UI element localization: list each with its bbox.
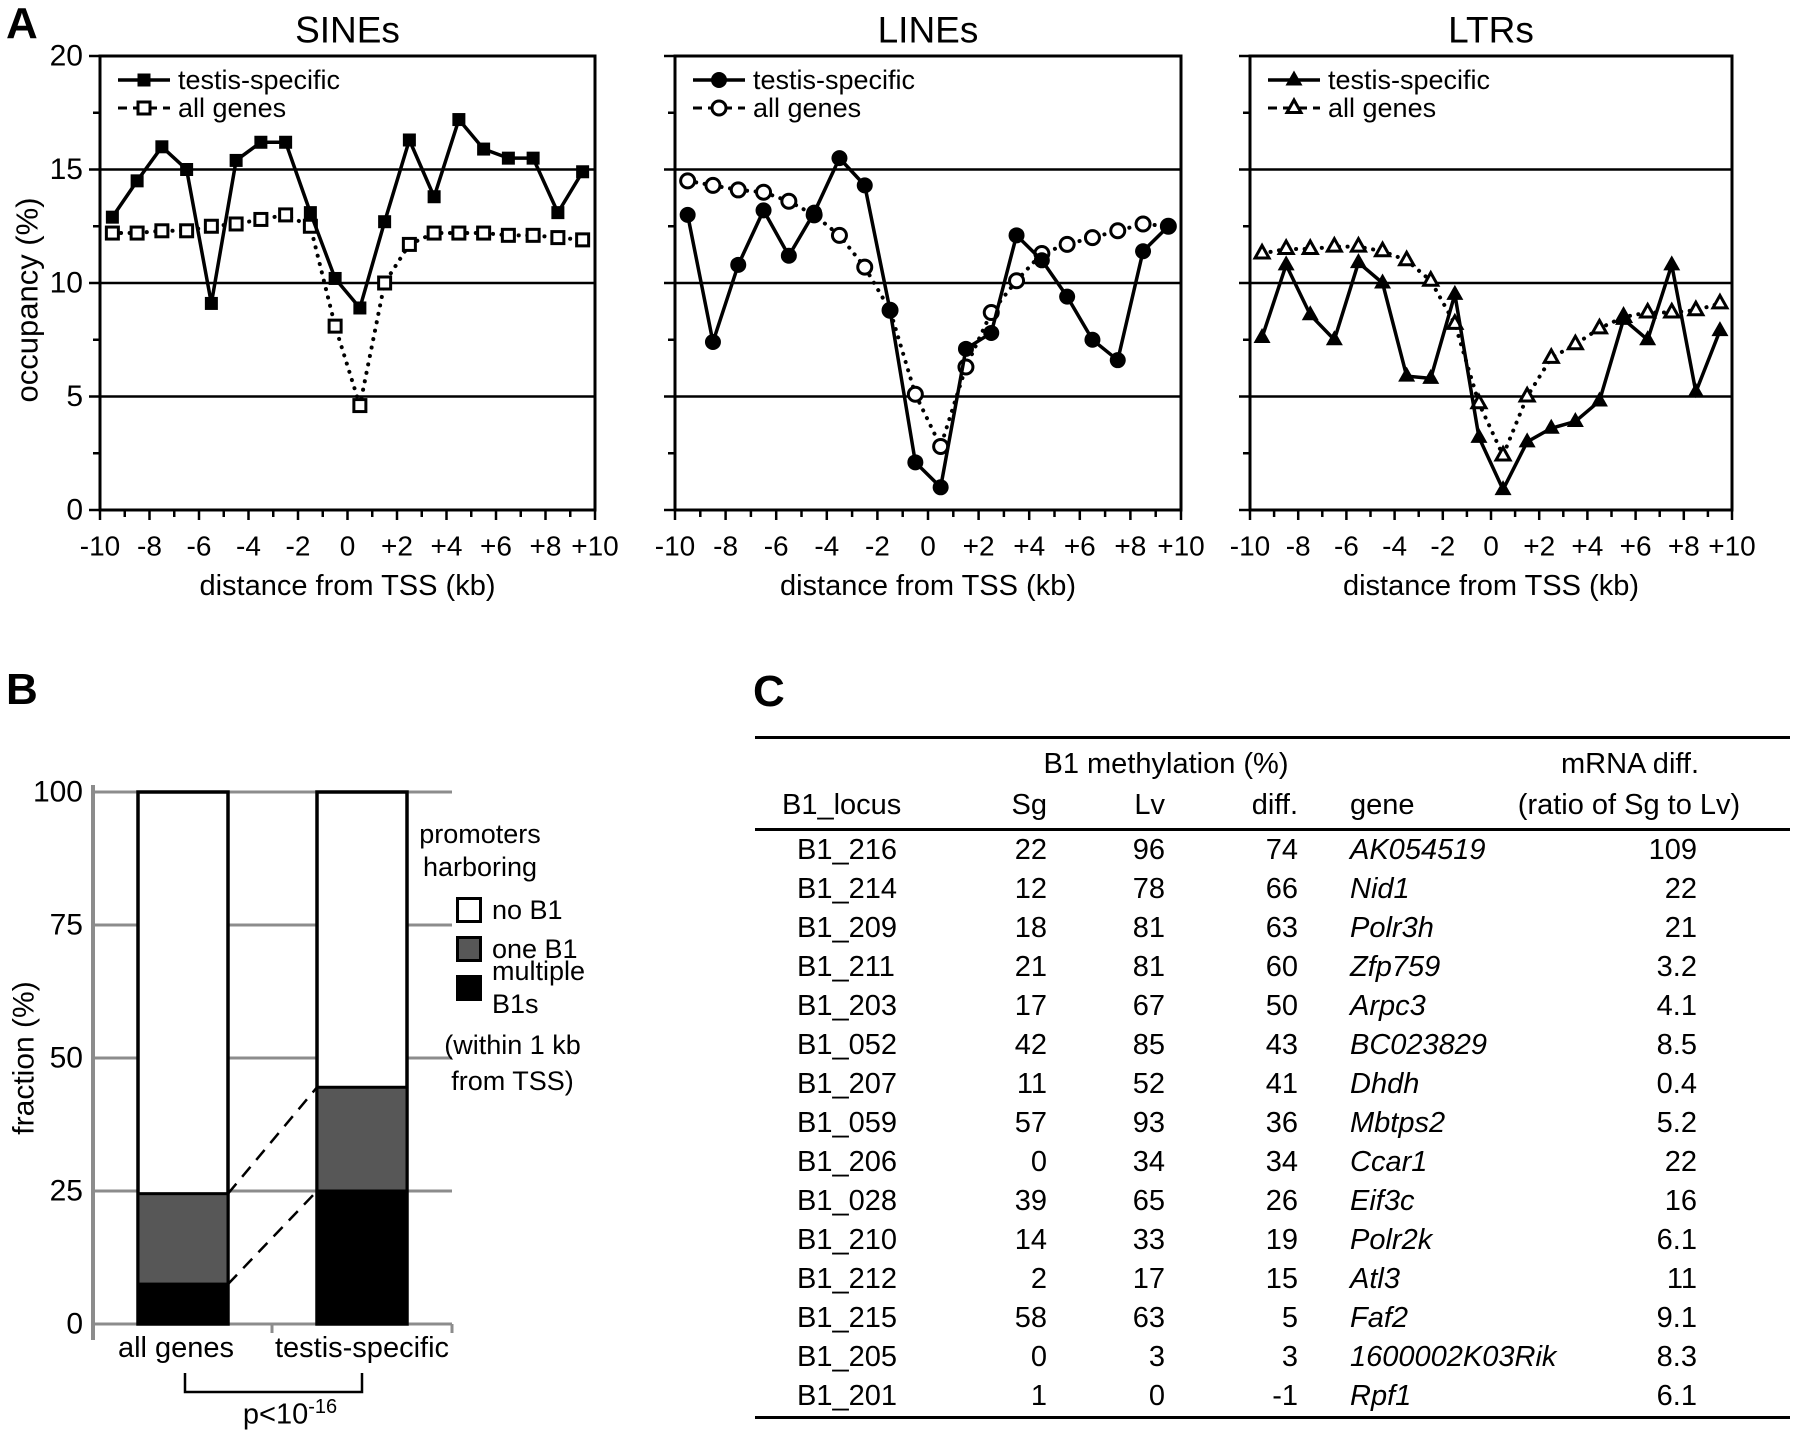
svg-text:+10: +10 [1157, 530, 1205, 562]
cell-ratio: 0.4 [1656, 1068, 1697, 1100]
table-row [755, 1026, 1790, 1065]
svg-text:+8: +8 [1114, 530, 1147, 562]
svg-text:15: 15 [49, 153, 83, 186]
legend-items [410, 894, 620, 1019]
cell-b1-locus: B1_209 [797, 912, 897, 944]
table-row [755, 1182, 1790, 1221]
cell-diff: 26 [1265, 1185, 1298, 1217]
cell-ratio: 6.1 [1656, 1224, 1697, 1256]
cell-b1-locus: B1_201 [797, 1380, 897, 1412]
cell-lv: 33 [1132, 1224, 1165, 1256]
cell-lv: 3 [1148, 1341, 1165, 1373]
table-row [755, 1065, 1790, 1104]
cell-lv: 34 [1132, 1146, 1165, 1178]
cell-b1-locus: B1_207 [797, 1068, 897, 1100]
p-value-base: p<10 [242, 1398, 309, 1430]
svg-text:-2: -2 [864, 530, 890, 562]
panel-b-label: B [6, 665, 38, 714]
legend-item-no-b1 [456, 894, 620, 925]
header-mrna-diff: mRNA diff. [1560, 748, 1700, 780]
svg-text:20: 20 [49, 39, 83, 73]
svg-text:100: 100 [32, 775, 83, 809]
svg-text:+4: +4 [1013, 530, 1046, 562]
cell-sg: 39 [1014, 1185, 1047, 1217]
cell-gene: Ccar1 [1350, 1146, 1428, 1178]
cell-ratio: 16 [1664, 1185, 1697, 1217]
cell-sg: 0 [1030, 1341, 1047, 1373]
cell-ratio: 109 [1648, 834, 1697, 866]
cell-sg: 1 [1030, 1380, 1047, 1412]
legend-title-line1: promoters [419, 819, 541, 849]
cell-diff: 43 [1265, 1029, 1298, 1061]
cell-ratio: 22 [1664, 873, 1697, 905]
column-header-b1-locus: B1_locus [782, 789, 902, 821]
cell-sg: 57 [1014, 1107, 1047, 1139]
svg-text:distance from TSS (kb): distance from TSS (kb) [1342, 570, 1640, 602]
sines-chart [10, 10, 619, 603]
cell-lv: 81 [1132, 951, 1165, 983]
cell-ratio: 8.5 [1656, 1029, 1697, 1061]
svg-text:testis-specific: testis-specific [274, 1332, 450, 1364]
svg-text:5: 5 [66, 380, 83, 413]
svg-text:testis-specific: testis-specific [1328, 65, 1491, 95]
svg-text:+2: +2 [962, 530, 995, 562]
cell-ratio: 5.2 [1656, 1107, 1697, 1139]
cell-sg: 22 [1014, 834, 1047, 866]
cell-diff: 50 [1265, 990, 1298, 1022]
svg-text:-4: -4 [1382, 530, 1408, 562]
svg-text:50: 50 [49, 1041, 83, 1075]
header-b1-methylation: B1 methylation (%) [1043, 748, 1289, 780]
cell-gene: Faf2 [1350, 1302, 1409, 1334]
cell-diff: 19 [1265, 1224, 1298, 1256]
cell-gene: AK054519 [1350, 834, 1486, 866]
svg-text:0: 0 [66, 1307, 83, 1341]
table-row [755, 1221, 1790, 1260]
cell-diff: 63 [1265, 912, 1298, 944]
panel-c-table [755, 736, 1790, 1419]
cell-ratio: 6.1 [1656, 1380, 1697, 1412]
svg-text:-6: -6 [186, 530, 212, 562]
cell-gene: 1600002K03Rik [1350, 1341, 1557, 1373]
cell-gene: Rpf1 [1350, 1380, 1412, 1412]
cell-ratio: 9.1 [1656, 1302, 1697, 1334]
svg-text:+10: +10 [571, 530, 619, 562]
series-testis-specific [1254, 253, 1729, 495]
cell-b1-locus: B1_215 [797, 1302, 897, 1334]
table-row [755, 909, 1790, 948]
cell-gene: Polr3h [1350, 912, 1434, 944]
no-b1-swatch [456, 897, 482, 923]
cell-lv: 81 [1132, 912, 1165, 944]
cell-sg: 18 [1014, 912, 1047, 944]
cell-lv: 52 [1132, 1068, 1165, 1100]
table-row [755, 1338, 1790, 1377]
svg-text:-2: -2 [1430, 530, 1456, 562]
table-row [755, 948, 1790, 987]
panel-c-label: C [753, 667, 785, 716]
table-row [755, 1260, 1790, 1299]
legend-item-multiple-b1s [456, 956, 620, 1019]
series-all-genes [681, 174, 1176, 454]
cell-gene: Eif3c [1350, 1185, 1415, 1217]
cell-b1-locus: B1_028 [797, 1185, 897, 1217]
cell-sg: 42 [1014, 1029, 1047, 1061]
svg-text:+6: +6 [1619, 530, 1652, 562]
lines-chart [655, 10, 1205, 603]
cell-b1-locus: B1_059 [797, 1107, 897, 1139]
svg-text:distance from TSS (kb): distance from TSS (kb) [199, 570, 496, 602]
svg-text:-6: -6 [763, 530, 789, 562]
cell-diff: 15 [1265, 1263, 1298, 1295]
cell-gene: Atl3 [1350, 1263, 1400, 1295]
table-row [755, 870, 1790, 909]
svg-text:testis-specific: testis-specific [178, 65, 341, 95]
cell-ratio: 4.1 [1656, 990, 1697, 1022]
svg-text:occupancy (%): occupancy (%) [9, 197, 45, 403]
p-value-exponent: -16 [308, 1396, 338, 1418]
svg-text:LTRs: LTRs [1448, 9, 1534, 51]
legend-note-line1: (within 1 kb [444, 1030, 581, 1060]
cell-diff: 3 [1281, 1341, 1298, 1373]
cell-lv: 67 [1132, 990, 1165, 1022]
svg-text:0: 0 [339, 530, 356, 562]
svg-text:+10: +10 [1708, 530, 1756, 562]
table-header [755, 739, 1790, 831]
cell-b1-locus: B1_206 [797, 1146, 897, 1178]
table-row [755, 831, 1790, 870]
cell-gene: Zfp759 [1350, 951, 1441, 983]
cell-sg: 2 [1030, 1263, 1047, 1295]
cell-sg: 17 [1014, 990, 1047, 1022]
cell-diff: 41 [1265, 1068, 1298, 1100]
svg-text:-10: -10 [654, 530, 696, 562]
cell-b1-locus: B1_214 [797, 873, 897, 905]
panel-a-label: A [6, 0, 38, 48]
series-all-genes [106, 209, 588, 412]
cell-diff: 5 [1281, 1302, 1298, 1334]
cell-ratio: 3.2 [1656, 951, 1697, 983]
svg-text:all genes: all genes [1328, 93, 1437, 123]
cell-sg: 21 [1014, 951, 1047, 983]
legend-item-label: multiple B1s [492, 956, 586, 1019]
svg-text:-4: -4 [814, 530, 840, 562]
series-testis-specific [106, 113, 589, 314]
cell-gene: Dhdh [1350, 1068, 1420, 1100]
legend-item-label: no B1 [492, 894, 563, 925]
cell-diff: 60 [1265, 951, 1298, 983]
panel-b-legend [410, 818, 620, 1099]
cell-lv: 65 [1132, 1185, 1165, 1217]
multiple-b1s-swatch [456, 975, 482, 1001]
svg-text:+6: +6 [480, 530, 512, 562]
column-header-sg: Sg [1011, 789, 1047, 821]
cell-ratio: 22 [1664, 1146, 1697, 1178]
svg-text:-4: -4 [236, 530, 261, 562]
legend-item-label: one B1 [492, 933, 578, 964]
cell-b1-locus: B1_212 [797, 1263, 897, 1295]
svg-text:75: 75 [49, 908, 83, 942]
cell-ratio: 21 [1664, 912, 1697, 944]
cell-lv: 93 [1132, 1107, 1165, 1139]
svg-text:+8: +8 [1667, 530, 1700, 562]
cell-b1-locus: B1_205 [797, 1341, 897, 1373]
cell-b1-locus: B1_216 [797, 834, 897, 866]
svg-text:all genes: all genes [178, 93, 287, 123]
cell-lv: 0 [1148, 1380, 1165, 1412]
svg-text:-2: -2 [285, 530, 311, 562]
table-row [755, 1299, 1790, 1338]
cell-diff: 36 [1265, 1107, 1298, 1139]
cell-ratio: 8.3 [1656, 1341, 1697, 1373]
cell-lv: 78 [1132, 873, 1165, 905]
cell-sg: 12 [1014, 873, 1047, 905]
svg-text:10: 10 [49, 266, 83, 300]
cell-diff: 74 [1265, 834, 1298, 866]
svg-text:-10: -10 [1229, 530, 1271, 562]
cell-gene: BC023829 [1350, 1029, 1488, 1061]
svg-text:0: 0 [920, 530, 936, 562]
svg-text:0: 0 [1483, 530, 1499, 562]
cell-lv: 85 [1132, 1029, 1165, 1061]
cell-gene: Mbtps2 [1350, 1107, 1446, 1139]
series-testis-specific [680, 150, 1177, 495]
cell-b1-locus: B1_211 [797, 951, 895, 983]
svg-text:distance from TSS (kb): distance from TSS (kb) [779, 570, 1077, 602]
ltrs-chart [1230, 10, 1756, 603]
column-header-gene: gene [1350, 789, 1415, 821]
svg-text:+4: +4 [430, 530, 463, 562]
svg-text:SINEs: SINEs [295, 9, 400, 51]
cell-diff: -1 [1272, 1380, 1298, 1412]
column-header-lv: Lv [1134, 789, 1165, 821]
svg-text:-8: -8 [1285, 530, 1311, 562]
table-row [755, 1104, 1790, 1143]
svg-text:all genes: all genes [117, 1332, 235, 1364]
table-body [755, 831, 1790, 1416]
cell-b1-locus: B1_203 [797, 990, 897, 1022]
cell-lv: 17 [1132, 1263, 1165, 1295]
cell-b1-locus: B1_052 [797, 1029, 897, 1061]
b1-fraction-bar-chart [8, 776, 453, 1393]
column-header-diff: diff. [1251, 789, 1298, 821]
column-header-ratio: (ratio of Sg to Lv) [1517, 789, 1741, 821]
cell-diff: 66 [1265, 873, 1298, 905]
svg-text:LINEs: LINEs [877, 9, 979, 51]
legend-title-line2: harboring [422, 852, 538, 882]
svg-text:0: 0 [66, 493, 83, 527]
svg-text:+2: +2 [381, 530, 413, 562]
table-row [755, 987, 1790, 1026]
cell-sg: 14 [1014, 1224, 1047, 1256]
cell-lv: 63 [1132, 1302, 1165, 1334]
cell-gene: Polr2k [1350, 1224, 1433, 1256]
cell-gene: Arpc3 [1350, 990, 1426, 1022]
cell-b1-locus: B1_210 [797, 1224, 897, 1256]
svg-text:fraction (%): fraction (%) [7, 981, 41, 1135]
cell-sg: 0 [1030, 1146, 1047, 1178]
legend-note-line2: from TSS) [451, 1066, 574, 1096]
cell-sg: 58 [1014, 1302, 1047, 1334]
series-all-genes [1255, 239, 1727, 460]
table-row [755, 1143, 1790, 1182]
svg-text:+4: +4 [1571, 530, 1604, 562]
svg-text:+6: +6 [1063, 530, 1096, 562]
cell-sg: 11 [1016, 1068, 1047, 1100]
svg-text:+2: +2 [1523, 530, 1556, 562]
cell-gene: Nid1 [1350, 873, 1410, 905]
svg-text:-10: -10 [79, 530, 121, 562]
svg-text:all genes: all genes [753, 93, 862, 123]
cell-lv: 96 [1132, 834, 1165, 866]
svg-text:-8: -8 [713, 530, 739, 562]
svg-text:testis-specific: testis-specific [753, 65, 916, 95]
svg-text:25: 25 [49, 1174, 83, 1208]
cell-ratio: 11 [1666, 1263, 1697, 1295]
table-row [755, 1377, 1790, 1416]
svg-text:+8: +8 [529, 530, 562, 562]
svg-text:-6: -6 [1333, 530, 1359, 562]
one-b1-swatch [456, 936, 482, 962]
svg-text:-8: -8 [137, 530, 162, 562]
p-value-label [225, 1396, 355, 1430]
cell-diff: 34 [1265, 1146, 1298, 1178]
